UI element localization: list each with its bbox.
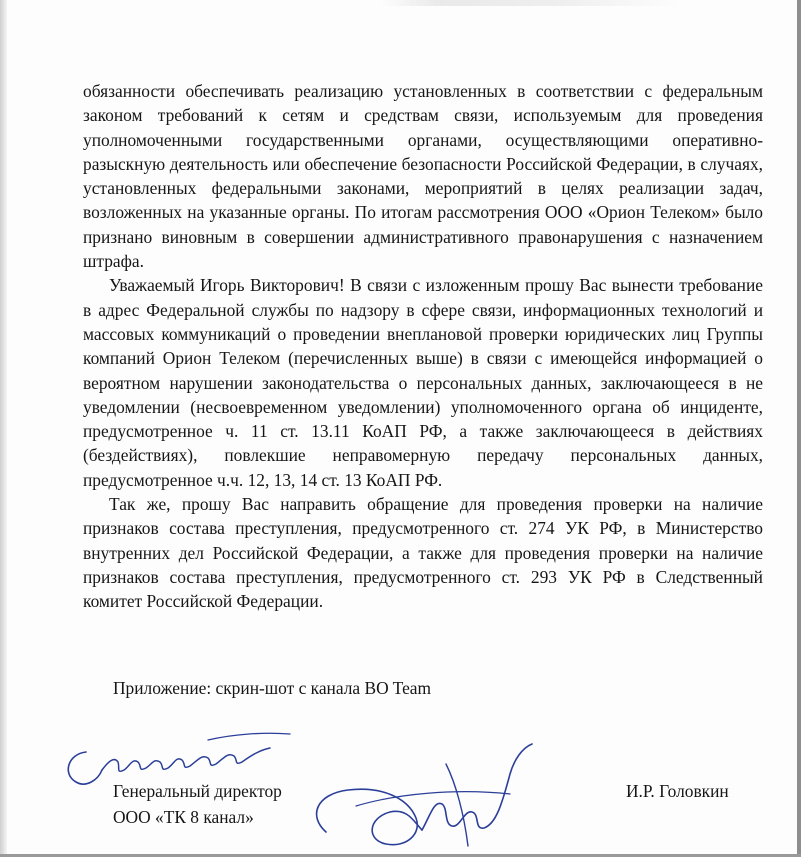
signer-name: И.Р. Головкин bbox=[626, 781, 729, 801]
paragraph-additional-request: Так же, прошу Вас направить обращение для проведения проверки на наличие признаков состава преступления, предусмотренного ст. 274 УК РФ, в Министерство внутренних дел Российской Федерации, а также для проведения проверки на наличие признаков состава преступления, предусмотренного ст. 293 УК РФ в Следственный комитет Российской Федерации. bbox=[83, 494, 763, 612]
scan-top-bleed bbox=[380, 0, 680, 6]
scan-left-edge bbox=[0, 0, 7, 857]
paragraph-request: Уважаемый Игорь Викторович! В связи с изложенным прошу Вас вынести требование в адрес Федеральной службы по надзору в сфере связи, информационных технологий и массовых коммуникаций о проведении внеплановой проверки юридических лиц Группы компаний Орион Телеком (перечисленных выше) в связи с имеющейся информацией о вероятном нарушении законодательства о персональных данных, заключающееся в не уведомлении (несвоевременном уведомлении) уполномоченного органа об инциденте, предусмотренное ч. 11 ст. 13.11 КоАП РФ, а также заключающееся в действиях (бездействиях), повлекшие неправомерную передачу персональных данных, предусмотренное ч.ч. 12, 13, 14 ст. 13 КоАП РФ. bbox=[83, 275, 763, 490]
signature bbox=[296, 734, 546, 854]
signer-organization: ООО «ТК 8 канал» bbox=[113, 807, 254, 827]
scan-right-edge bbox=[797, 0, 801, 857]
attachment-note: Приложение: скрин-шот с канала BO Team bbox=[113, 678, 432, 698]
signer-position: Генеральный директор bbox=[113, 781, 282, 801]
paragraph-continuation: обязанности обеспечивать реализацию установленных в соответствии с федеральным законом требований к сетям и средствам связи, используемым для проведения уполномоченными государственными органами, осуществляющими оперативно-разыскную деятельность или обеспечение безопасности Российской Федерации, в случаях, установленных федеральными законами, мероприятий в целях реализации задач, возложенных на указанные органы. По итогам рассмотрения ООО «Орион Телеком» было признано виновным в совершении административного правонарушения с назначением штрафа. bbox=[83, 81, 763, 272]
signer-block bbox=[113, 778, 282, 830]
letter-body bbox=[83, 79, 763, 614]
